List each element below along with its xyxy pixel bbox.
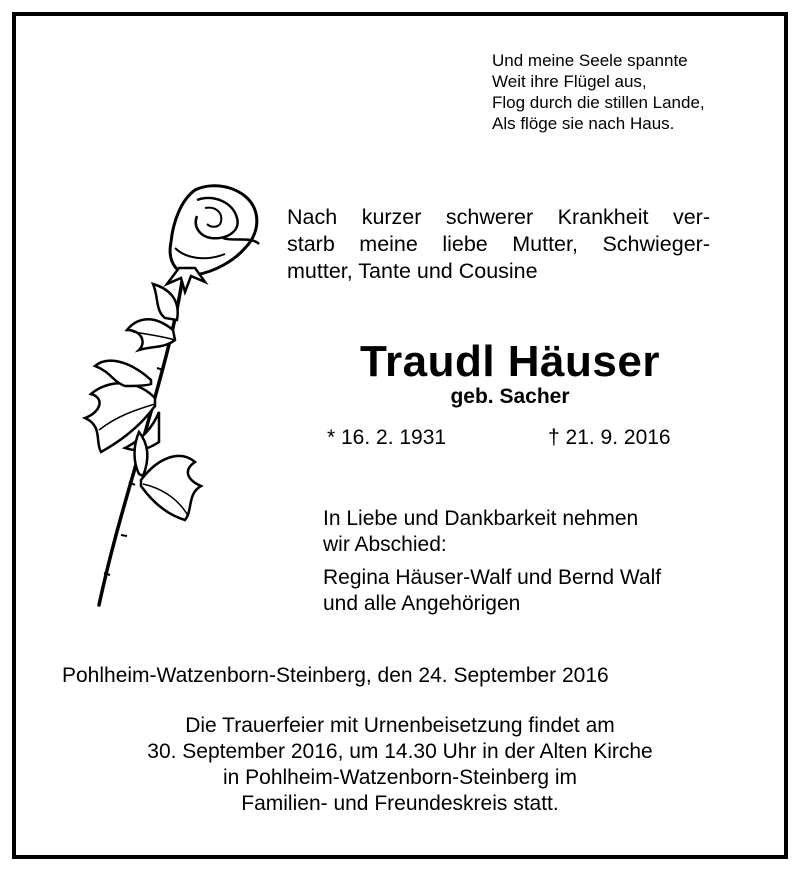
service-line: in Pohlheim-Watzenborn-Steinberg im xyxy=(222,766,578,789)
poem-line: Als flöge sie nach Haus. xyxy=(492,114,675,133)
farewell-text xyxy=(323,506,638,558)
farewell-line: In Liebe und Dankbarkeit nehmen xyxy=(323,507,639,530)
poem-line: Weit ihre Flügel aus, xyxy=(492,72,647,91)
service-line: Familien- und Freundeskreis statt. xyxy=(241,792,559,815)
signers xyxy=(323,565,661,617)
service-line: 30. September 2016, um 14.30 Uhr in der Alten Kirche xyxy=(147,740,653,763)
place-and-date: Pohlheim-Watzenborn-Steinberg, den 24. September 2016 xyxy=(62,664,609,687)
farewell-line: wir Abschied: xyxy=(323,533,447,556)
birth-date: * 16. 2. 1931 xyxy=(327,426,447,449)
poem-line: Und meine Seele spannte xyxy=(492,51,688,70)
rose-illustration xyxy=(55,180,275,620)
signer-line: Regina Häuser-Walf und Bernd Walf xyxy=(323,566,662,589)
signer-line: und alle Angehörigen xyxy=(323,592,521,615)
intro-line: starb meine liebe Mutter, Schwieger- xyxy=(287,232,710,256)
service-line: Die Trauerfeier mit Urnenbeisetzung findet am xyxy=(185,714,615,737)
poem-line: Flog durch die stillen Lande, xyxy=(492,93,705,112)
maiden-name: geb. Sacher xyxy=(450,385,570,408)
death-date: † 21. 9. 2016 xyxy=(548,426,671,449)
service-details xyxy=(40,713,760,817)
intro-line: mutter, Tante und Cousine xyxy=(287,259,538,283)
intro-text xyxy=(287,204,710,285)
deceased-name: Traudl Häuser xyxy=(360,337,660,386)
poem xyxy=(492,50,705,134)
intro-line: Nach kurzer schwerer Krankheit ver- xyxy=(287,205,710,229)
